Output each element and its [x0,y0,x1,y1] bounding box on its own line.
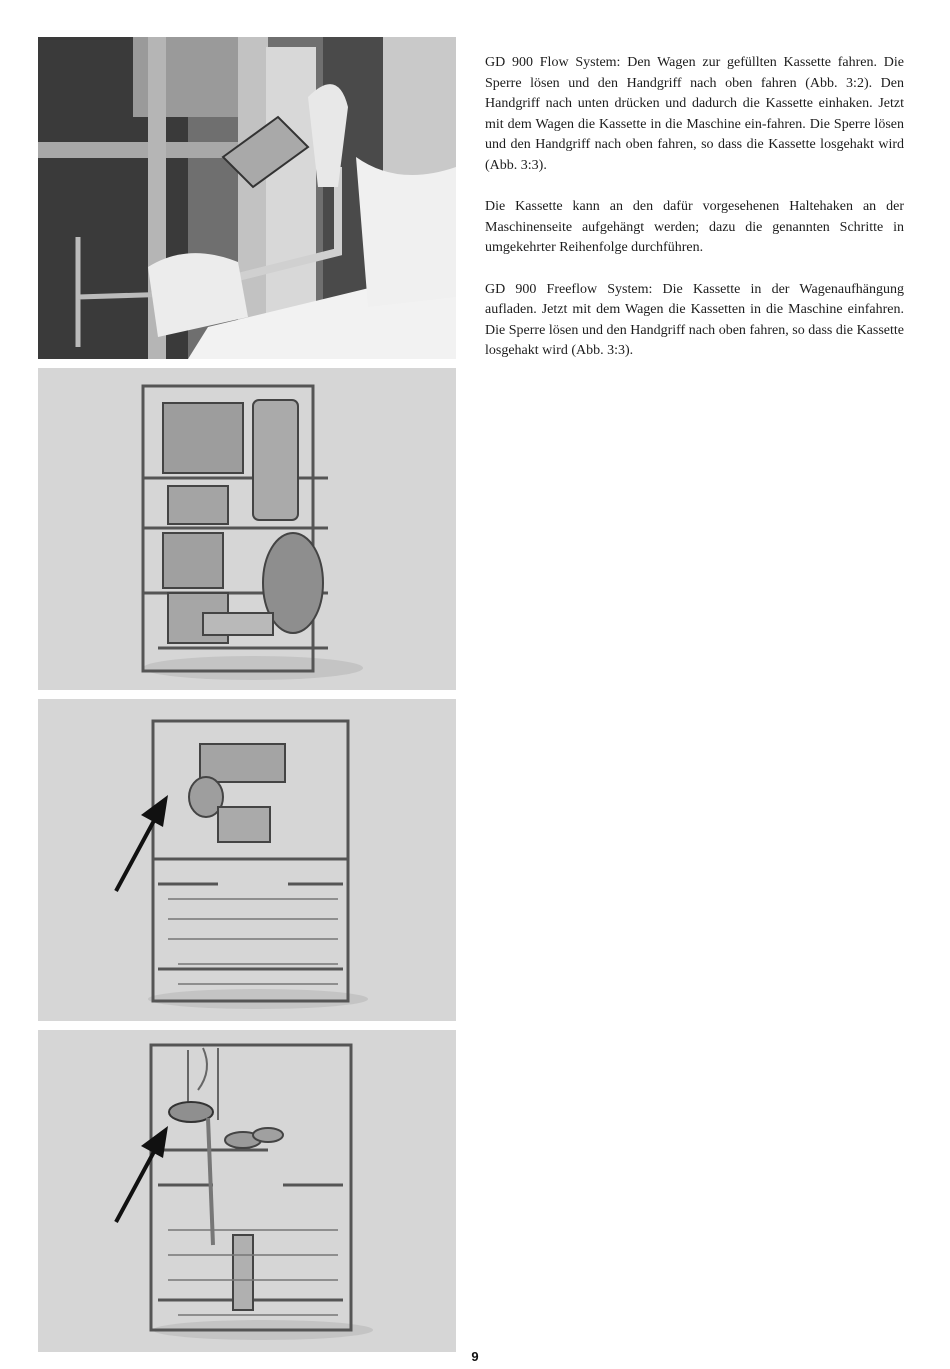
machine-handle-photo-icon [38,37,456,359]
page-number: 9 [471,1349,479,1364]
cassette-with-hanging-containers-photo-icon [38,699,456,1021]
cassette-with-utensils-photo-icon [38,1030,456,1352]
photo-cassette-utensils [38,1030,456,1352]
paragraph-haltehaken: Die Kassette kann an den dafür vorgesehenen Haltehaken an der Maschinenseite aufgehängt werden; dazu die genannten Schritte in umgekehrter Reihenfolge durchführen. [485,199,904,256]
cassette-with-containers-photo-icon [38,368,456,690]
photo-cassette-hanging [38,699,456,1021]
body-text [485,53,904,383]
paragraph-freeflow-system: GD 900 Freeflow System: Die Kassette in der Wagenaufhängung aufladen. Jetzt mit dem Wagen die Kassetten in die Maschine einfahren. Die Sperre lösen und den Handgriff nach oben fahren, so dass die Kassette losgehakt wird (Abb. 3:3). [485,281,904,359]
paragraph-flow-system: GD 900 Flow System: Den Wagen zur gefüllten Kassette fahren. Die Sperre lösen und den Handgriff nach oben fahren (Abb. 3:2). Den Handgriff nach unten drücken und dadurch die Kassette einhaken. Jetzt mit dem Wagen die Kassette in die Maschine ein-fahren. Die Sperre lösen und den Handgriff nach oben fahren, so dass die Kassette losgehakt wird (Abb. 3:3). [485,55,904,173]
photo-machine-handle [38,37,456,359]
photo-cassette-containers [38,368,456,690]
